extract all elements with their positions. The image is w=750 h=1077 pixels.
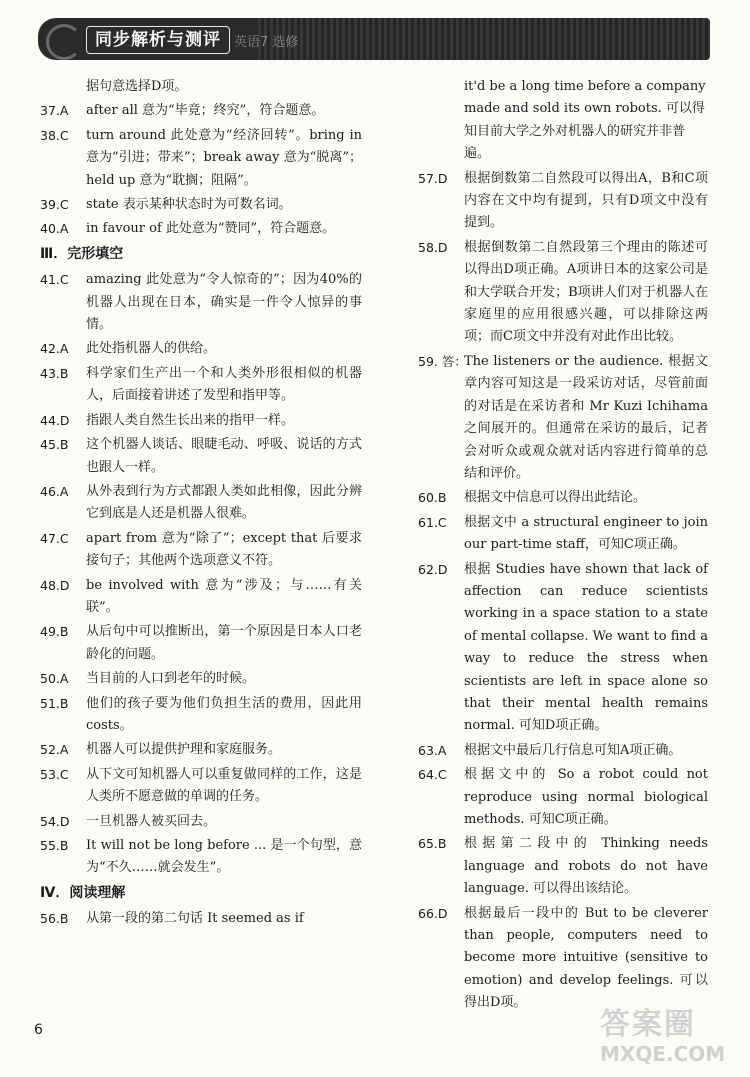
- answer-item: [40, 194, 362, 216]
- answer-number: 45.B: [40, 437, 69, 453]
- continuation-text: it'd be a long time before a company made and sold its own robots. 可以得知目前大学之外对机器人的研究并非普遍。: [464, 79, 706, 162]
- book-title-badge: 同步解析与测评: [86, 26, 230, 54]
- answer-explanation: 一旦机器人被买回去。: [86, 813, 217, 829]
- right-column: [418, 76, 708, 1017]
- answer-number: 59. 答：: [418, 353, 467, 369]
- answer-number: 43.B: [40, 365, 69, 381]
- answer-number: 37.A: [40, 103, 69, 119]
- answer-list-cloze: [40, 269, 362, 880]
- answer-item: [40, 668, 362, 690]
- watermark-logo: [600, 1008, 740, 1070]
- section-heading-cloze: Ⅲ．完形填空: [40, 245, 124, 262]
- answer-explanation: 科学家们生产出一个和人类外形很相似的机器人，后面接着讲述了发型和指甲等。: [86, 365, 362, 404]
- answer-number: 66.D: [418, 905, 448, 921]
- answer-item: [418, 833, 708, 900]
- answer-explanation: 根据第二段中的 Thinking needs language and robots do not have language. 可以得出该结论。: [464, 836, 708, 897]
- answer-explanation: turn around 此处意为“经济回转”。bring in 意为“引进；带来”；break away 意为“脱离”；held up 意为“耽搁；阻隔”。: [86, 127, 362, 188]
- answer-item: [418, 168, 708, 235]
- answer-number: 57.D: [418, 170, 448, 186]
- answer-number: 40.A: [40, 221, 69, 237]
- answer-number: 63.A: [418, 742, 447, 758]
- header-texture: [258, 18, 710, 60]
- page-number: 6: [34, 1022, 43, 1038]
- answer-list-part2: [40, 100, 362, 240]
- answer-number: 54.D: [40, 813, 70, 829]
- answer-item: [418, 512, 708, 557]
- answer-explanation: 从后句中可以推断出，第一个原因是日本人口老龄化的问题。: [86, 624, 362, 662]
- answer-item: [418, 903, 708, 1015]
- answer-number: 49.B: [40, 624, 69, 640]
- answer-number: 60.B: [418, 490, 447, 506]
- answer-explanation: 此处指机器人的供给。: [86, 341, 217, 357]
- answer-list-reading-start: [40, 908, 362, 930]
- answer-number: 65.B: [418, 836, 447, 852]
- answer-explanation: state 表示某种状态时为可数名词。: [86, 197, 292, 213]
- answer-item: [40, 621, 362, 666]
- answer-explanation: 根据倒数第二自然段可以得出A，B和C项内容在文中均有提到，只有D项文中没有提到。: [464, 170, 708, 231]
- answer-explanation: 指跟人类自然生长出来的指甲一样。: [86, 412, 295, 428]
- answer-explanation: be involved with 意为“涉及；与……有关联”。: [86, 577, 362, 615]
- watermark-text-top: 答案圈: [600, 1007, 696, 1042]
- answer-number: 39.C: [40, 197, 69, 213]
- answer-item: [40, 693, 362, 738]
- answer-explanation: 根据文中的 So a robot could not reproduce using normal biological methods. 可知C项正确。: [464, 767, 708, 827]
- answer-explanation: 根据文中信息可以得出此结论。: [464, 490, 647, 506]
- answer-number: 58.D: [418, 239, 448, 255]
- answer-list-reading: [418, 168, 708, 1015]
- answer-item: [418, 740, 708, 762]
- answer-explanation: 从下文可知机器人可以重复做同样的工作，这是人类所不愿意做的单调的任务。: [86, 766, 362, 805]
- answer-explanation: 这个机器人谈话、眼睫毛动、呼吸、说话的方式也跟人一样。: [86, 437, 362, 475]
- answer-number: 46.A: [40, 483, 69, 499]
- answer-explanation: 从第一段的第二句话 It seemed as if: [86, 911, 304, 927]
- left-column: [40, 76, 362, 933]
- answer-explanation: after all 意为“毕竟；终究”，符合题意。: [86, 103, 325, 119]
- answer-number: 56.B: [40, 911, 69, 927]
- answer-item: [40, 481, 362, 526]
- continuation-text: 据句意选择D项。: [86, 79, 188, 94]
- section-heading-reading: Ⅳ．阅读理解: [40, 884, 126, 901]
- answer-explanation: 根据文中 a structural engineer to join our part-time staff，可知C项正确。: [464, 514, 708, 553]
- answer-explanation: 他们的孩子要为他们负担生活的费用，因此用 costs。: [86, 695, 362, 733]
- answer-explanation: 当目前的人口到老年的时候。: [86, 671, 256, 687]
- answer-explanation: apart from 意为“除了”；except that 后要求接句子；其他两个选项意义不符。: [86, 530, 362, 569]
- answer-item: [40, 269, 362, 336]
- answer-explanation: 根据倒数第二自然段第三个理由的陈述可以得出D项正确。A项讲日本的这家公司是和大学联合开发；B项讲人们对于机器人在家庭里的应用很感兴趣，可以排除这两项；而C项文中并没有对此作出比较。: [464, 239, 708, 345]
- answer-number: 44.D: [40, 412, 70, 428]
- answer-number: 61.C: [418, 514, 447, 530]
- swirl-icon: [46, 24, 82, 60]
- answer-explanation: amazing 此处意为“令人惊奇的”；因为40%的机器人出现在日本，确实是一件令人惊异的事情。: [86, 272, 362, 333]
- answer-item: [40, 811, 362, 833]
- answer-item: [418, 351, 708, 485]
- answer-item: [40, 575, 362, 620]
- answer-item: [40, 338, 362, 360]
- answer-item: [40, 739, 362, 761]
- answer-number: 52.A: [40, 742, 69, 758]
- answer-explanation: The listeners or the audience. 根据文章内容可知这是一段采访对话，尽管前面的对话是在采访者和 Mr Kuzi Ichihama 之间展开的。但通常在采访的最后，记者会对听众或观众就对话内容进行简单的总结和评价。: [464, 353, 708, 481]
- answer-explanation: 机器人可以提供护理和家庭服务。: [86, 742, 282, 758]
- answer-explanation: It will not be long before ... 是一个句型，意为“不久……就会发生”。: [86, 838, 362, 876]
- watermark-text-bottom: MXQE.COM: [600, 1042, 726, 1066]
- answer-number: 42.A: [40, 341, 69, 357]
- answer-item: [40, 835, 362, 880]
- answer-explanation: 根据文中最后几行信息可知A项正确。: [464, 742, 682, 758]
- answer-item: [40, 434, 362, 479]
- book-volume-label: 英语7 选修: [234, 35, 299, 50]
- answer-number: 64.C: [418, 767, 447, 783]
- answer-item: [418, 487, 708, 509]
- answer-number: 47.C: [40, 530, 69, 546]
- answer-number: 62.D: [418, 561, 448, 577]
- answer-item: [418, 764, 708, 831]
- answer-item: [418, 237, 708, 349]
- answer-item: [40, 528, 362, 573]
- answer-explanation: 根据最后一段中的 But to be cleverer than people, computers need to become more intuitive (sensitive to emotion) and develop feelings. 可以得出D项。: [464, 905, 708, 1011]
- answer-item: [40, 363, 362, 408]
- answer-item: [40, 100, 362, 122]
- answer-item: [40, 410, 362, 432]
- answer-item: [40, 764, 362, 809]
- answer-number: 41.C: [40, 272, 69, 288]
- answer-number: 51.B: [40, 695, 69, 711]
- answer-item: [40, 908, 362, 930]
- answer-explanation: 从外表到行为方式都跟人类如此相像，因此分辨它到底是人还是机器人很难。: [86, 483, 362, 522]
- answer-item: [418, 559, 708, 738]
- answer-number: 48.D: [40, 577, 70, 593]
- answer-item: [40, 218, 362, 240]
- answer-explanation: in favour of 此处意为“赞同”，符合题意。: [86, 221, 336, 237]
- page-header: [38, 18, 710, 60]
- answer-number: 50.A: [40, 671, 69, 687]
- answer-item: [40, 125, 362, 192]
- answer-number: 53.C: [40, 766, 69, 782]
- answer-number: 55.B: [40, 838, 69, 853]
- answer-explanation: 根据 Studies have shown that lack of affection can reduce scientists working in a space station to a state of mental collapse. We want to find a way to reduce the stress when scientists are left in space alone so that their mental health remains normal. 可知D项正确。: [464, 561, 708, 734]
- answer-number: 38.C: [40, 127, 69, 143]
